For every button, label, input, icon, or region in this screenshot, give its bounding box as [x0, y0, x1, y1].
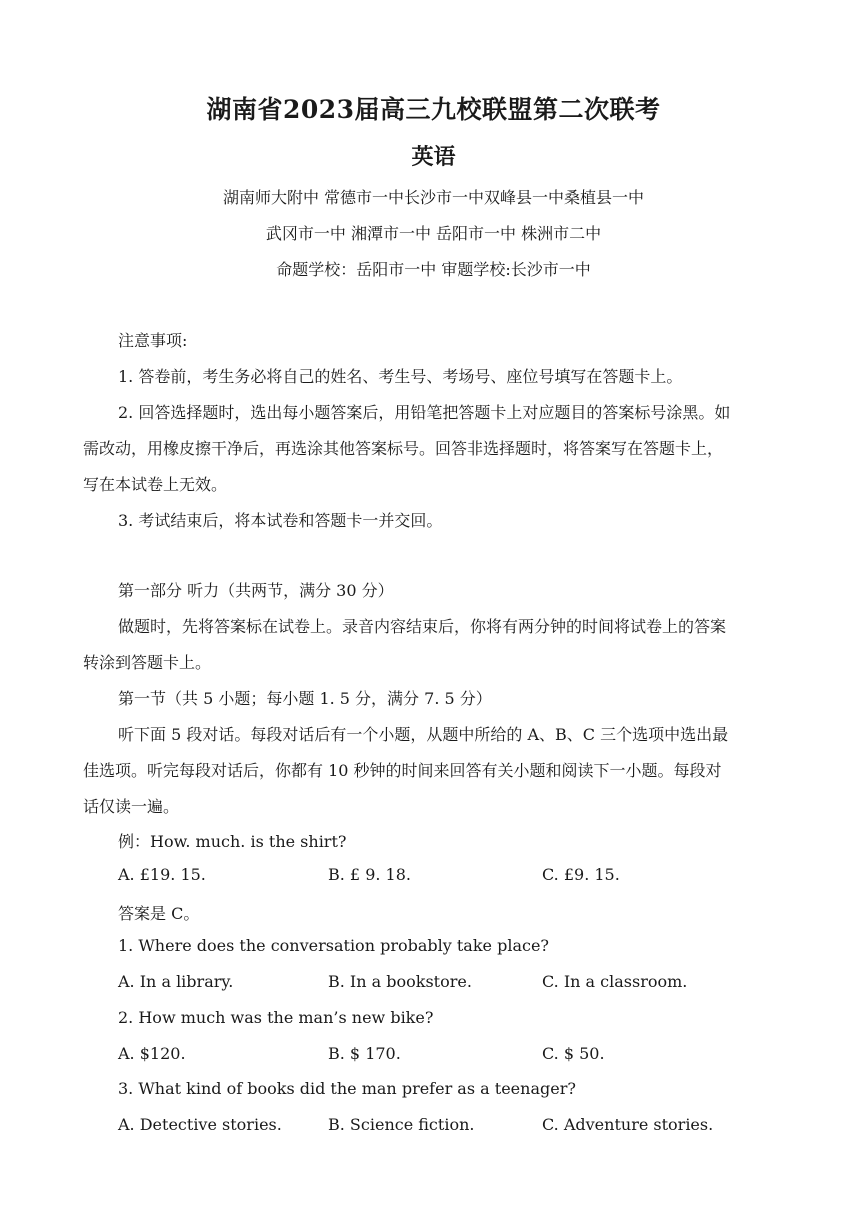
section1-instructions-line-3: 话仅读一遍。 — [83, 797, 180, 816]
question-3-option-a: A. Detective stories. — [118, 1115, 282, 1134]
section1-heading: 第一节（共 5 小题；每小题 1. 5 分，满分 7. 5 分） — [118, 689, 492, 708]
notice-item-2-line-2: 需改动，用橡皮擦干净后，再选涂其他答案标号。回答非选择题时，将答案写在答题卡上， — [83, 439, 724, 458]
question-1: 1. Where does the conversation probably take place? — [118, 936, 549, 955]
example-option-a: A. £19. 15. — [118, 865, 206, 884]
part1-intro-line-2: 转涂到答题卡上。 — [83, 653, 212, 672]
question-3-option-b: B. Science fiction. — [328, 1115, 475, 1134]
part1-intro-line-1: 做题时，先将答案标在试卷上。录音内容结束后，你将有两分钟的时间将试卷上的答案 — [118, 617, 727, 636]
example-option-c: C. £9. 15. — [542, 865, 620, 884]
question-1-option-b: B. In a bookstore. — [328, 972, 472, 991]
part1-heading: 第一部分 听力（共两节，满分 30 分） — [118, 581, 394, 600]
notice-item-1: 1. 答卷前，考生务必将自己的姓名、考生号、考场号、座位号填写在答题卡上。 — [118, 367, 683, 386]
question-2: 2. How much was the man’s new bike? — [118, 1008, 434, 1027]
question-2-option-b: B. $ 170. — [328, 1044, 401, 1063]
question-3: 3. What kind of books did the man prefer as a teenager? — [118, 1079, 576, 1098]
notice-item-3: 3. 考试结束后，将本试卷和答题卡一并交回。 — [118, 511, 443, 530]
example-answer: 答案是 C。 — [118, 904, 200, 923]
schools-line-2: 武冈市一中 湘潭市一中 岳阳市一中 株洲市二中 — [265, 224, 602, 243]
question-3-option-c: C. Adventure stories. — [542, 1115, 714, 1134]
notice-heading: 注意事项: — [118, 331, 188, 350]
setter-schools: 命题学校：岳阳市一中 审题学校:长沙市一中 — [276, 260, 591, 279]
section1-instructions-line-1: 听下面 5 段对话。每段对话后有一个小题，从题中所给的 A、B、C 三个选项中选出最 — [118, 725, 729, 744]
example-option-b: B. £ 9. 18. — [328, 865, 411, 884]
question-1-option-a: A. In a library. — [118, 972, 234, 991]
schools-line-1: 湖南师大附中 常德市一中长沙市一中双峰县一中桑植县一中 — [222, 188, 645, 207]
section1-instructions-line-2: 佳选项。听完每段对话后，你都有 10 秒钟的时间来回答有关小题和阅读下一小题。每段对 — [83, 761, 722, 780]
subject-title: 英语 — [411, 144, 456, 170]
notice-item-2-line-1: 2. 回答选择题时，选出每小题答案后，用铅笔把答题卡上对应题目的答案标号涂黑。如 — [118, 403, 731, 422]
question-2-option-a: A. $120. — [118, 1044, 186, 1063]
example-question: 例：How. much. is the shirt? — [118, 832, 347, 851]
exam-title: 湖南省2023届高三九校联盟第二次联考 — [206, 95, 661, 124]
question-2-option-c: C. $ 50. — [542, 1044, 605, 1063]
question-1-option-c: C. In a classroom. — [542, 972, 688, 991]
notice-item-2-line-3: 写在本试卷上无效。 — [83, 475, 228, 494]
